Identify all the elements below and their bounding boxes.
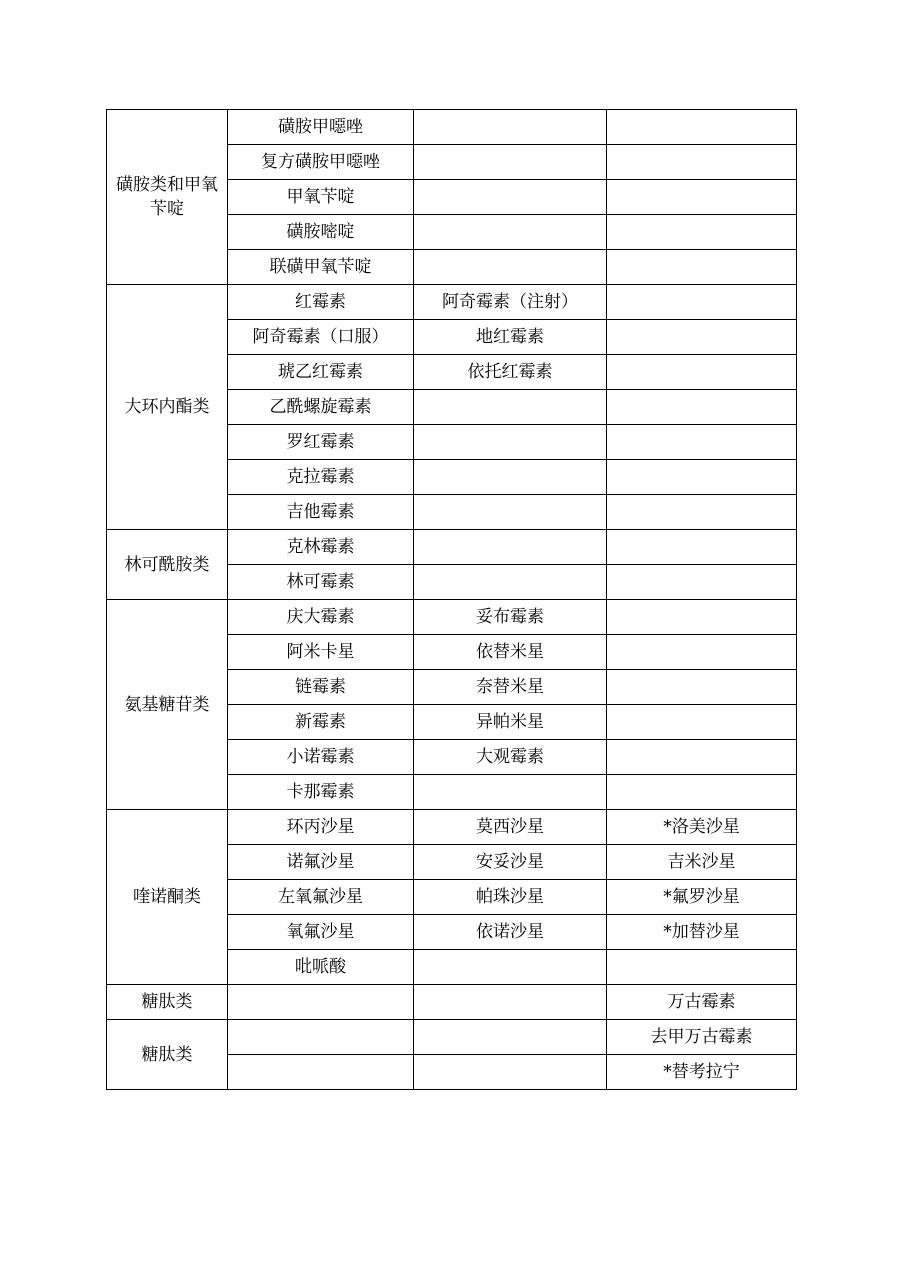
table-row	[107, 985, 797, 1020]
drug-cell: 复方磺胺甲噁唑	[228, 145, 414, 180]
drug-cell: 红霉素	[228, 285, 414, 320]
drug-cell	[228, 985, 414, 1020]
drug-cell	[414, 565, 607, 600]
drug-cell	[607, 740, 797, 775]
category-cell: 糖肽类	[107, 1020, 228, 1090]
category-cell: 氨基糖苷类	[107, 600, 228, 810]
drug-cell: *替考拉宁	[607, 1055, 797, 1090]
drug-cell	[414, 215, 607, 250]
category-cell: 糖肽类	[107, 985, 228, 1020]
drug-cell: 左氧氟沙星	[228, 880, 414, 915]
drug-cell	[414, 180, 607, 215]
drug-cell	[414, 985, 607, 1020]
drug-cell	[414, 775, 607, 810]
drug-cell	[228, 1055, 414, 1090]
drug-cell: 磺胺甲噁唑	[228, 110, 414, 145]
drug-cell	[607, 530, 797, 565]
drug-cell: 莫西沙星	[414, 810, 607, 845]
drug-cell: 异帕米星	[414, 705, 607, 740]
drug-cell: 磺胺嘧啶	[228, 215, 414, 250]
drug-cell	[414, 460, 607, 495]
drug-cell	[607, 635, 797, 670]
table-row	[107, 600, 797, 635]
drug-cell	[607, 425, 797, 460]
drug-cell: 吉米沙星	[607, 845, 797, 880]
category-cell: 大环内酯类	[107, 285, 228, 530]
drug-cell: 安妥沙星	[414, 845, 607, 880]
drug-cell: 克林霉素	[228, 530, 414, 565]
drug-cell	[607, 180, 797, 215]
drug-cell	[414, 110, 607, 145]
drug-cell	[607, 215, 797, 250]
drug-cell	[607, 320, 797, 355]
category-cell: 磺胺类和甲氧苄啶	[107, 110, 228, 285]
drug-cell: 大观霉素	[414, 740, 607, 775]
table-row	[107, 1020, 797, 1055]
drug-cell: 奈替米星	[414, 670, 607, 705]
drug-cell: 依替米星	[414, 635, 607, 670]
drug-cell	[228, 1020, 414, 1055]
drug-cell	[607, 250, 797, 285]
drug-cell: 链霉素	[228, 670, 414, 705]
drug-cell	[607, 950, 797, 985]
drug-cell: 新霉素	[228, 705, 414, 740]
drug-cell	[607, 145, 797, 180]
drug-cell	[607, 670, 797, 705]
drug-cell: 地红霉素	[414, 320, 607, 355]
drug-cell: 依诺沙星	[414, 915, 607, 950]
drug-classification-table	[106, 109, 797, 1090]
drug-cell	[607, 565, 797, 600]
drug-cell: 万古霉素	[607, 985, 797, 1020]
drug-cell	[414, 1055, 607, 1090]
drug-cell	[414, 425, 607, 460]
drug-cell	[607, 600, 797, 635]
drug-cell	[414, 250, 607, 285]
drug-cell: 琥乙红霉素	[228, 355, 414, 390]
drug-cell: 阿米卡星	[228, 635, 414, 670]
drug-cell: 妥布霉素	[414, 600, 607, 635]
drug-cell	[414, 495, 607, 530]
drug-cell	[607, 390, 797, 425]
drug-cell: 氧氟沙星	[228, 915, 414, 950]
drug-cell: 吡哌酸	[228, 950, 414, 985]
drug-cell: *加替沙星	[607, 915, 797, 950]
drug-cell: 阿奇霉素（注射）	[414, 285, 607, 320]
drug-cell: 去甲万古霉素	[607, 1020, 797, 1055]
drug-cell: 阿奇霉素（口服）	[228, 320, 414, 355]
drug-cell: 联磺甲氧苄啶	[228, 250, 414, 285]
category-cell: 喹诺酮类	[107, 810, 228, 985]
drug-cell	[607, 460, 797, 495]
drug-cell: 罗红霉素	[228, 425, 414, 460]
drug-cell	[607, 705, 797, 740]
table-body	[107, 110, 797, 1090]
drug-cell: 吉他霉素	[228, 495, 414, 530]
drug-cell: *洛美沙星	[607, 810, 797, 845]
category-cell: 林可酰胺类	[107, 530, 228, 600]
drug-cell: 甲氧苄啶	[228, 180, 414, 215]
drug-cell: 庆大霉素	[228, 600, 414, 635]
drug-cell: 林可霉素	[228, 565, 414, 600]
drug-cell: 帕珠沙星	[414, 880, 607, 915]
drug-cell	[607, 495, 797, 530]
drug-cell	[414, 390, 607, 425]
drug-cell: 诺氟沙星	[228, 845, 414, 880]
drug-cell	[607, 355, 797, 390]
table-row	[107, 810, 797, 845]
drug-cell: 小诺霉素	[228, 740, 414, 775]
drug-cell	[414, 1020, 607, 1055]
drug-cell	[607, 775, 797, 810]
table-row	[107, 110, 797, 145]
drug-cell	[414, 530, 607, 565]
drug-cell	[607, 285, 797, 320]
drug-cell: 克拉霉素	[228, 460, 414, 495]
table-row	[107, 530, 797, 565]
drug-cell	[414, 145, 607, 180]
drug-cell	[414, 950, 607, 985]
table-row	[107, 285, 797, 320]
drug-cell: 环丙沙星	[228, 810, 414, 845]
drug-cell: 依托红霉素	[414, 355, 607, 390]
drug-cell	[607, 110, 797, 145]
drug-cell: *氟罗沙星	[607, 880, 797, 915]
drug-cell: 卡那霉素	[228, 775, 414, 810]
drug-cell: 乙酰螺旋霉素	[228, 390, 414, 425]
